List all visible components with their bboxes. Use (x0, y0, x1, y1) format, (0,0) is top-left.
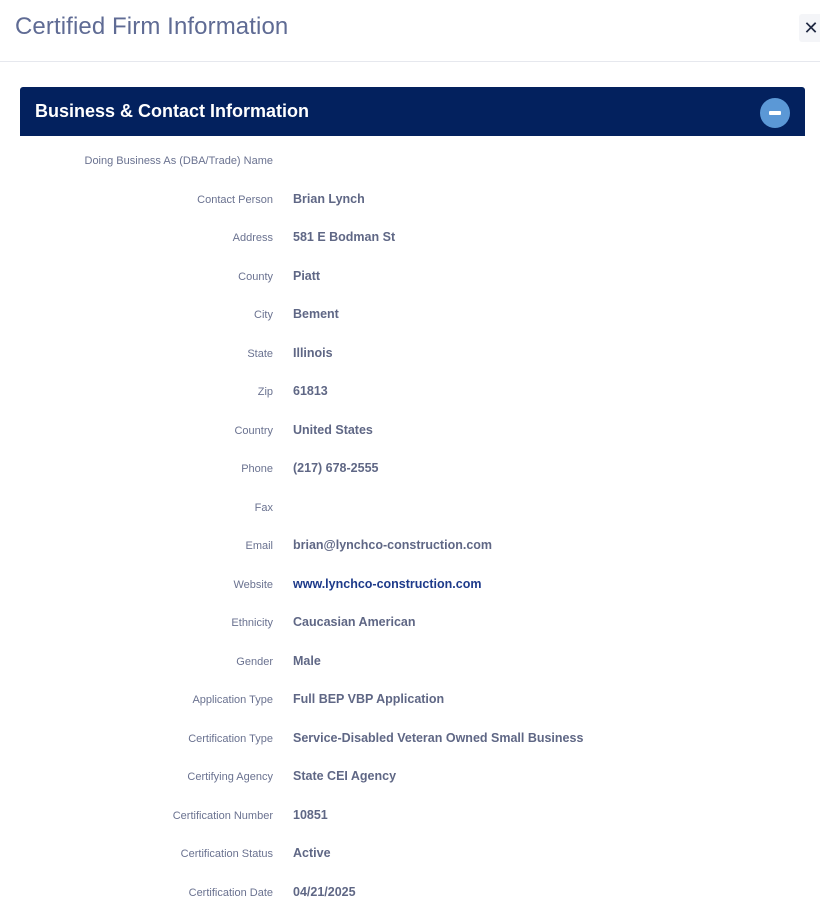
section-header[interactable] (20, 87, 805, 136)
field-label: Phone (241, 463, 273, 475)
field-label: County (238, 271, 273, 283)
field-row-certification-date (0, 875, 820, 913)
field-row-contact-person (0, 182, 820, 221)
field-label: Application Type (192, 694, 273, 706)
close-button[interactable] (799, 14, 820, 42)
field-row-website (0, 567, 820, 606)
field-row-address (0, 220, 820, 259)
field-value: Illinois (293, 346, 333, 360)
field-row-city (0, 297, 820, 336)
field-value: (217) 678-2555 (293, 461, 378, 475)
field-value: 581 E Bodman St (293, 230, 395, 244)
email-value: brian@lynchco-construction.com (293, 538, 492, 552)
website-link[interactable]: www.lynchco-construction.com (293, 577, 481, 591)
status-value: Active (293, 846, 331, 860)
field-row-certification-status (0, 836, 820, 875)
field-label: Certification Number (173, 810, 273, 822)
field-row-state (0, 336, 820, 375)
field-label: Gender (236, 656, 273, 668)
field-value: Caucasian American (293, 615, 416, 629)
field-label: Address (233, 232, 273, 244)
field-label: Ethnicity (231, 617, 273, 629)
field-label: Country (234, 425, 273, 437)
field-row-application-type (0, 682, 820, 721)
field-value: State CEI Agency (293, 769, 396, 783)
close-icon: ✕ (803, 18, 818, 39)
field-row-fax (0, 490, 820, 529)
field-row-certification-number (0, 798, 820, 837)
field-row-phone (0, 451, 820, 490)
field-row-email (0, 528, 820, 567)
field-value: Bement (293, 307, 339, 321)
field-value: Male (293, 654, 321, 668)
field-row-zip (0, 374, 820, 413)
field-row-dba (0, 143, 820, 182)
field-label: Certifying Agency (187, 771, 273, 783)
field-value: 10851 (293, 808, 328, 822)
field-list (0, 143, 820, 913)
field-label: Doing Business As (DBA/Trade) Name (85, 155, 274, 167)
field-label: Certification Type (188, 733, 273, 745)
field-value: Piatt (293, 269, 320, 283)
modal-header (0, 0, 820, 62)
field-label: Certification Date (189, 887, 273, 899)
collapse-button[interactable] (760, 98, 790, 128)
field-value: 04/21/2025 (293, 885, 356, 899)
field-value: Full BEP VBP Application (293, 692, 444, 706)
field-label: Certification Status (181, 848, 273, 860)
field-label: Fax (255, 502, 273, 514)
field-label: Email (245, 540, 273, 552)
field-row-ethnicity (0, 605, 820, 644)
section-title: Business & Contact Information (35, 101, 309, 122)
field-row-country (0, 413, 820, 452)
field-value: 61813 (293, 384, 328, 398)
field-value: Brian Lynch (293, 192, 365, 206)
field-value: United States (293, 423, 373, 437)
field-value: Service-Disabled Veteran Owned Small Business (293, 731, 583, 745)
field-label: Website (233, 579, 273, 591)
modal-title: Certified Firm Information (15, 13, 288, 41)
field-row-certification-type (0, 721, 820, 760)
field-row-county (0, 259, 820, 298)
field-row-gender (0, 644, 820, 683)
field-label: State (247, 348, 273, 360)
field-label: Zip (258, 386, 273, 398)
field-label: Contact Person (197, 194, 273, 206)
field-label: City (254, 309, 273, 321)
field-row-certifying-agency (0, 759, 820, 798)
